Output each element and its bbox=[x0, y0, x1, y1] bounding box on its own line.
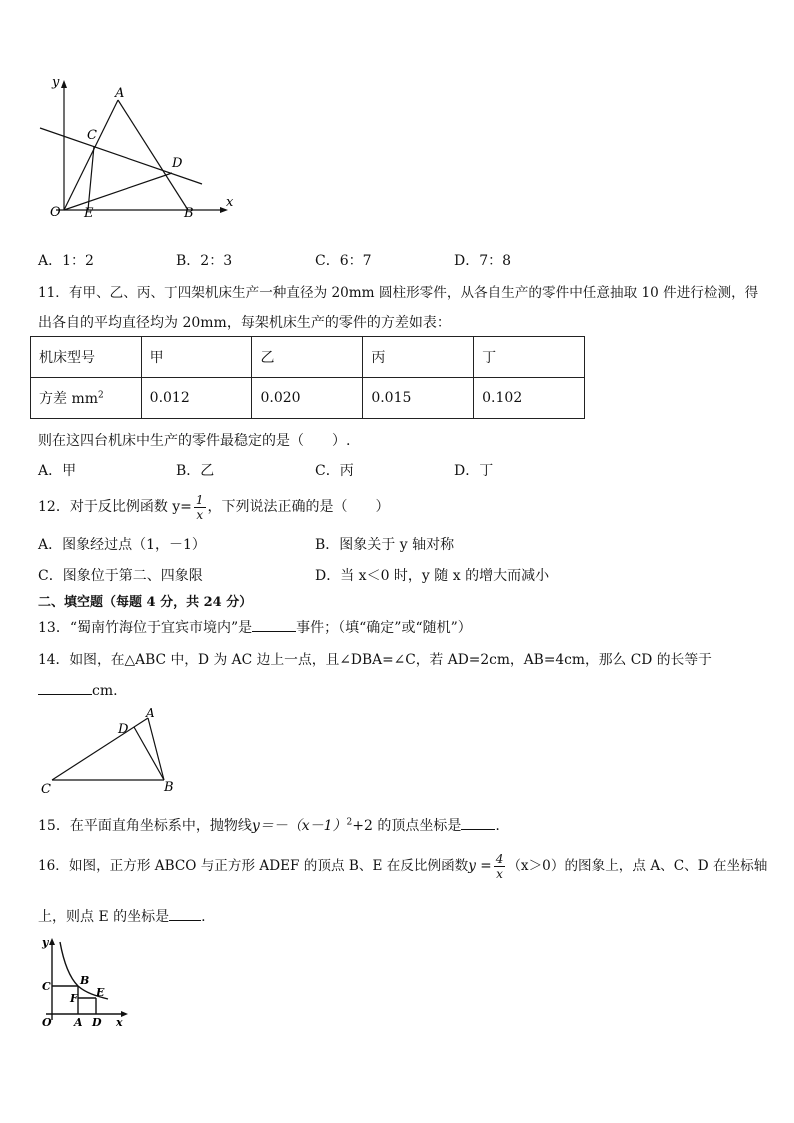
q16-line2: 上，则点 E 的坐标是 bbox=[38, 909, 170, 925]
q15-formula: y＝－（x－1） bbox=[251, 818, 347, 834]
label-D: D bbox=[92, 1016, 102, 1029]
label-x: x bbox=[116, 1016, 123, 1029]
section-title: 二、填空题（每题 4 分，共 24 分） bbox=[38, 595, 253, 610]
table-row bbox=[31, 378, 585, 419]
q16-text-line1 bbox=[38, 848, 767, 884]
fraction-numerator: 4 bbox=[495, 852, 504, 866]
q11-option-d[interactable]: D．丁 bbox=[454, 463, 494, 479]
segment-DB bbox=[134, 727, 164, 780]
q13-answer-blank[interactable] bbox=[252, 617, 296, 632]
label-y: y bbox=[52, 75, 60, 90]
label-A: A bbox=[115, 86, 125, 101]
label-y: y bbox=[42, 936, 49, 949]
q11-option-c[interactable]: C．丙 bbox=[315, 463, 354, 479]
segment-OD bbox=[64, 173, 172, 210]
table-header-cell: 丁 bbox=[474, 337, 585, 378]
q16-fraction bbox=[494, 852, 506, 881]
q16-before: 16．如图，正方形 ABCO 与正方形 ADEF 的顶点 B、E 在反比例函数 bbox=[38, 858, 469, 874]
label-C: C bbox=[42, 980, 51, 993]
table-header-row bbox=[31, 337, 585, 378]
q12-stem bbox=[38, 492, 390, 522]
q12-prefix: 12．对于反比例函数 y= bbox=[38, 499, 192, 515]
label-F: F bbox=[70, 992, 78, 1005]
q12-option-d[interactable]: D．当 x＜0 时，y 随 x 的增大而减小 bbox=[315, 568, 550, 584]
fraction-denominator: x bbox=[196, 507, 204, 522]
y-axis-arrow bbox=[49, 938, 55, 945]
q16-answer-blank[interactable] bbox=[169, 906, 201, 921]
q16-figure bbox=[36, 934, 136, 1030]
label-D: D bbox=[118, 722, 129, 737]
label-x: x bbox=[226, 195, 234, 210]
q11-text-line2: 出各自的平均直径均为 20mm，每架机床生产的零件的方差如表： bbox=[38, 315, 451, 331]
q10-option-c[interactable]: C．6：7 bbox=[315, 253, 372, 269]
q11-option-b[interactable]: B．乙 bbox=[176, 463, 215, 479]
q12-option-b[interactable]: B．图象关于 y 轴对称 bbox=[315, 537, 455, 553]
label-B: B bbox=[184, 206, 194, 221]
table-header-cell: 乙 bbox=[252, 337, 363, 378]
fraction-denominator: x bbox=[496, 867, 503, 881]
q16-end: . bbox=[201, 909, 206, 925]
q10-option-a[interactable]: A．1：2 bbox=[38, 253, 94, 269]
q15-end: . bbox=[495, 818, 500, 834]
table-cell: 0.020 bbox=[252, 378, 363, 419]
segment-AB bbox=[148, 718, 164, 780]
q10-figure bbox=[36, 72, 246, 222]
table-cell: 0.102 bbox=[474, 378, 585, 419]
q16-condition: （x＞0） bbox=[507, 858, 565, 874]
q13-after: 事件；（填“确定”或“随机”） bbox=[296, 620, 472, 636]
label-B: B bbox=[164, 780, 174, 795]
variance-table bbox=[30, 336, 585, 419]
label-C: C bbox=[87, 128, 97, 143]
fraction-numerator: 1 bbox=[195, 492, 204, 507]
q14-text-line1: 14．如图，在△ABC 中，D 为 AC 边上一点，且∠DBA=∠C，若 AD=2cm，AB=4cm，那么 CD 的长等于 bbox=[38, 652, 712, 668]
label-A: A bbox=[146, 706, 155, 720]
label-E: E bbox=[96, 986, 105, 999]
label-O: O bbox=[42, 1016, 52, 1029]
q16-y-eq: y = bbox=[468, 858, 492, 874]
q15-text bbox=[38, 815, 500, 835]
table-header-cell: 丙 bbox=[363, 337, 474, 378]
q15-answer-blank[interactable] bbox=[461, 815, 495, 830]
q12-suffix: ，下列说法正确的是（ ） bbox=[207, 499, 390, 515]
segment-AB bbox=[118, 100, 188, 210]
table-header-cell: 机床型号 bbox=[31, 337, 142, 378]
table-header-cell: 甲 bbox=[141, 337, 252, 378]
q10-option-b[interactable]: B．2：3 bbox=[176, 253, 233, 269]
label-E: E bbox=[84, 206, 94, 221]
q15-exponent: 2 bbox=[346, 817, 353, 828]
q12-option-a[interactable]: A．图象经过点（1，－1） bbox=[38, 537, 206, 553]
segment-OA bbox=[64, 100, 118, 210]
q16-after: 的图象上，点 A、C、D 在坐标轴 bbox=[564, 858, 768, 874]
q10-option-d[interactable]: D．7：8 bbox=[454, 253, 512, 269]
q14-answer-blank[interactable] bbox=[38, 680, 92, 695]
q14-unit: cm. bbox=[92, 683, 118, 699]
table-cell: 0.015 bbox=[363, 378, 474, 419]
y-axis-arrow bbox=[61, 80, 67, 88]
q13-before: 13．“蜀南竹海位于宜宾市境内”是 bbox=[38, 620, 253, 636]
q15-before: 15．在平面直角坐标系中，抛物线 bbox=[38, 818, 252, 834]
q14-text-line2 bbox=[38, 680, 118, 699]
q14-figure bbox=[38, 706, 188, 798]
table-cell: 0.012 bbox=[141, 378, 252, 419]
label-O: O bbox=[50, 205, 61, 220]
label-D: D bbox=[172, 156, 183, 171]
row-label-text: 方差 mm bbox=[39, 391, 99, 407]
q12-fraction bbox=[194, 493, 206, 522]
q12-option-c[interactable]: C．图象位于第二、四象限 bbox=[38, 568, 203, 584]
q16-text-line2 bbox=[38, 906, 206, 926]
row-label-superscript: 2 bbox=[98, 390, 104, 401]
q15-formula-tail: +2 bbox=[352, 818, 373, 834]
q11-option-a[interactable]: A．甲 bbox=[38, 463, 77, 479]
label-C: C bbox=[41, 782, 51, 797]
q11-text-line1: 11．有甲、乙、丙、丁四架机床生产一种直径为 20mm 圆柱形零件，从各自生产的零件中任意抽取 10 件进行检测，得 bbox=[38, 285, 759, 301]
label-A: A bbox=[74, 1016, 83, 1029]
q13-text bbox=[38, 617, 472, 637]
table-row-label bbox=[31, 378, 142, 419]
q11-question: 则在这四台机床中生产的零件最稳定的是（ ）. bbox=[38, 433, 351, 449]
label-B: B bbox=[80, 974, 90, 987]
q15-after: 的顶点坐标是 bbox=[372, 818, 462, 834]
